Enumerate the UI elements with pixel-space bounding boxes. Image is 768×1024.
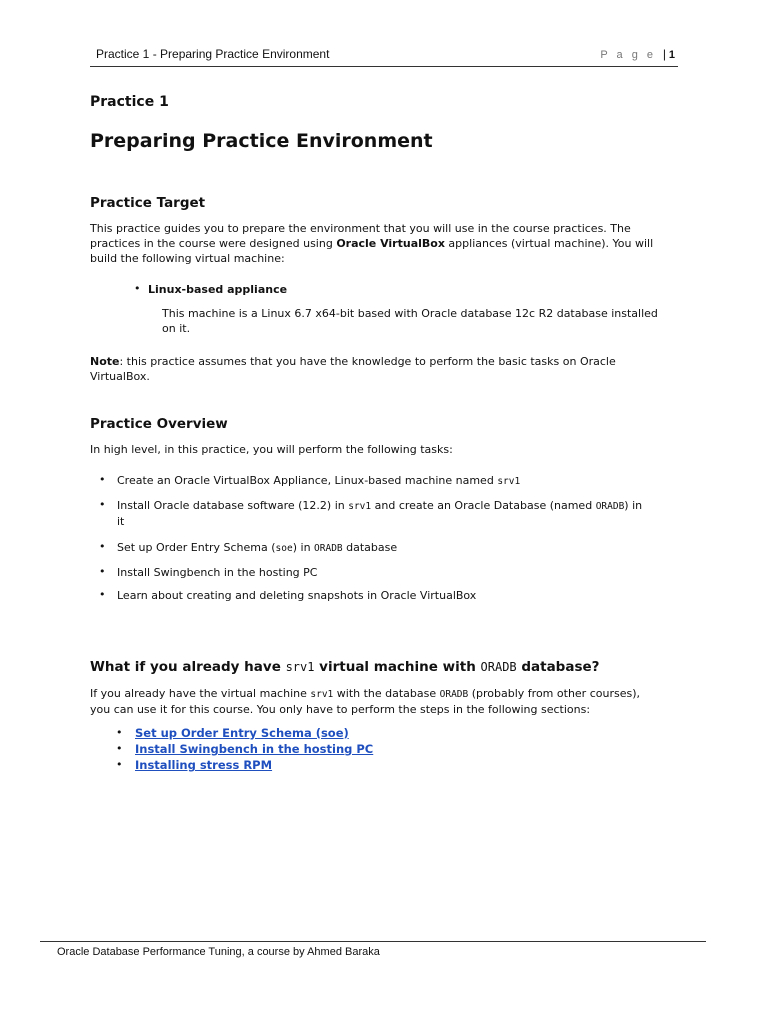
overview-intro: In high level, in this practice, you will perform the following tasks: <box>90 443 453 456</box>
task-2-mid: and create an Oracle Database (named <box>371 499 596 512</box>
header-title: Practice 1 - Preparing Practice Environment <box>96 47 330 61</box>
page-header <box>90 44 678 67</box>
practice-overview-heading: Practice Overview <box>90 416 228 432</box>
appliance-desc-line-1: This machine is a Linux 6.7 x64-bit based with Oracle database 12c R2 database installed <box>162 307 658 320</box>
task-3-code: soe <box>275 543 293 554</box>
link-install-swingbench[interactable]: Install Swingbench in the hosting PC <box>135 742 374 756</box>
footer-divider <box>40 941 706 942</box>
bullet-icon: • <box>116 758 123 771</box>
whatif-heading-code-1: srv1 <box>285 660 315 674</box>
note-line-2: VirtualBox. <box>90 370 150 383</box>
bullet-icon: • <box>99 565 106 578</box>
task-2-text: Install Oracle database software (12.2) in <box>117 499 349 512</box>
whatif-line-1-end: (probably from other courses), <box>468 687 640 700</box>
whatif-line-1-mid: with the database <box>333 687 440 700</box>
link-installing-stress-rpm[interactable]: Installing stress RPM <box>135 758 273 772</box>
task-1-code: srv1 <box>497 476 521 487</box>
page-number: 1 <box>668 49 675 61</box>
whatif-line-2: you can use it for this course. You only have to perform the steps in the following sections: <box>90 703 591 716</box>
practice-target-heading: Practice Target <box>90 195 206 211</box>
appliance-desc-line-2: on it. <box>162 322 191 335</box>
whatif-line-1-start: If you already have the virtual machine <box>90 687 311 700</box>
task-2-end: ) in <box>624 499 643 512</box>
virtualbox-bold: Oracle VirtualBox <box>336 237 445 250</box>
note-paragraph <box>90 354 690 384</box>
bullet-icon: • <box>99 588 106 601</box>
note-line-1: : this practice assumes that you have the knowledge to perform the basic tasks on Oracle <box>119 355 616 368</box>
task-3-text: Set up Order Entry Schema ( <box>117 541 276 554</box>
task-2-code-2: ORADB <box>595 501 625 512</box>
bullet-icon: • <box>116 742 123 755</box>
task-5: Learn about creating and deleting snapshots in Oracle VirtualBox <box>117 589 477 602</box>
practice-label: Practice 1 <box>90 94 169 110</box>
whatif-heading-code-2: ORADB <box>480 660 517 674</box>
footer-text: Oracle Database Performance Tuning, a course by Ahmed Baraka <box>57 946 380 958</box>
bullet-icon: • <box>116 726 123 739</box>
target-line-2-end: appliances (virtual machine). You will <box>444 237 654 250</box>
bullet-icon: • <box>99 498 106 511</box>
link-setup-order-entry-schema[interactable]: Set up Order Entry Schema (soe) <box>135 726 349 740</box>
target-line-3: build the following virtual machine: <box>90 252 285 265</box>
target-line-2-start: practices in the course were designed using <box>90 237 337 250</box>
task-2-line-2: it <box>117 515 125 528</box>
bullet-icon: • <box>99 473 106 486</box>
task-3-mid: ) in <box>292 541 315 554</box>
appliance-description <box>162 306 692 336</box>
task-2-code-1: srv1 <box>348 501 372 512</box>
task-3-end: database <box>342 541 398 554</box>
task-4: Install Swingbench in the hosting PC <box>117 566 318 579</box>
target-line-2 <box>90 236 690 251</box>
bullet-icon: • <box>99 540 106 553</box>
whatif-paragraph <box>90 686 690 717</box>
whatif-code-2: ORADB <box>439 689 469 700</box>
task-1-text: Create an Oracle VirtualBox Appliance, Linux-based machine named <box>117 474 498 487</box>
bullet-icon: • <box>134 282 141 295</box>
task-3-code-2: ORADB <box>314 543 343 554</box>
page-title: Preparing Practice Environment <box>90 130 433 152</box>
note-label: Note <box>90 355 120 368</box>
whatif-code-1: srv1 <box>310 689 334 700</box>
target-line-1: This practice guides you to prepare the environment that you will use in the course practices. The <box>90 222 631 235</box>
whatif-heading-mid: virtual machine with <box>314 659 481 675</box>
task-3 <box>117 540 397 556</box>
whatif-heading-start: What if you already have <box>90 659 286 675</box>
header-separator: | <box>662 47 666 61</box>
whatif-heading <box>90 659 599 675</box>
task-1 <box>117 473 520 489</box>
header-page-label: P a g e <box>600 49 656 61</box>
task-2 <box>117 498 687 529</box>
whatif-heading-end: database? <box>516 659 600 675</box>
appliance-title: Linux-based appliance <box>148 283 288 296</box>
target-paragraph <box>90 221 690 266</box>
